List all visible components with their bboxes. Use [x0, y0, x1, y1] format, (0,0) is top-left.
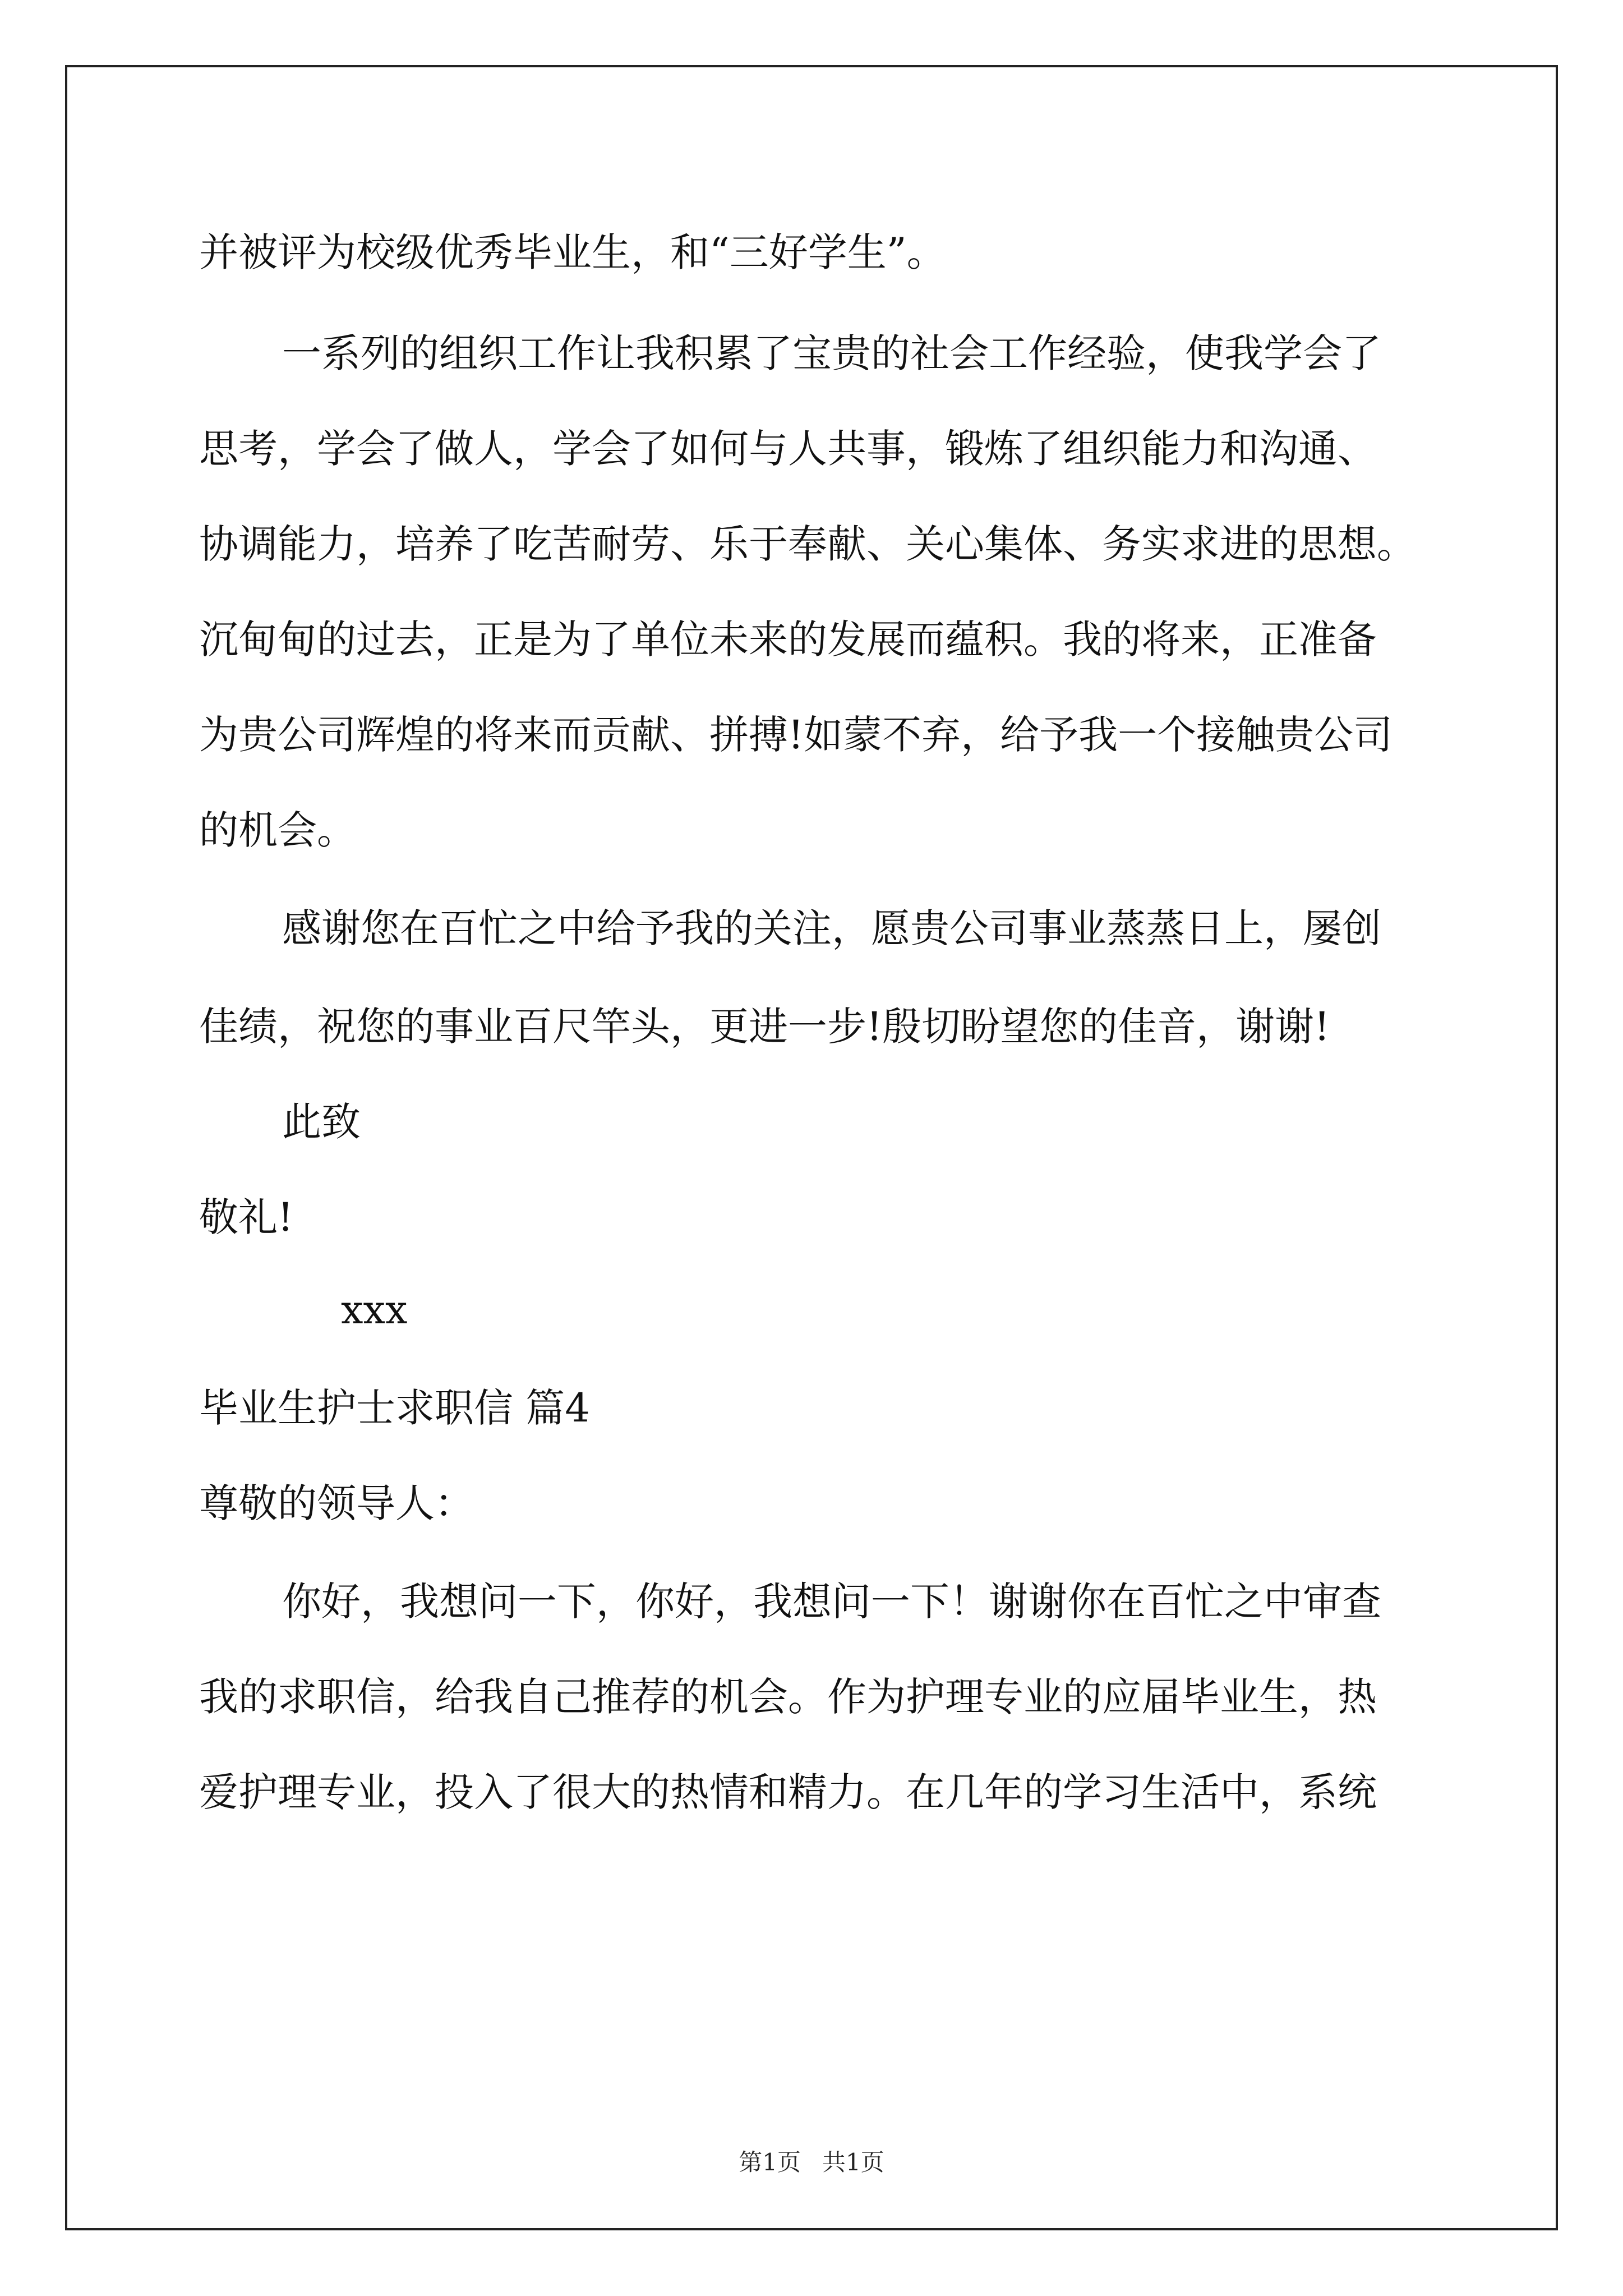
text-line: 沉甸甸的过去，正是为了单位未来的发展而蕴积。我的将来，正准备: [199, 616, 1377, 662]
text-line: 思考，学会了做人，学会了如何与人共事，锻炼了组织能力和沟通、: [199, 426, 1377, 472]
page-border: [65, 65, 1558, 2230]
text-line: 佳绩，祝您的事业百尺竿头，更进一步!殷切盼望您的佳音，谢谢!: [199, 1004, 1330, 1050]
greeting: 尊敬的领导人：: [199, 1480, 474, 1526]
text-line: 为贵公司辉煌的将来而贡献、拼搏!如蒙不弃，给予我一个接触贵公司: [199, 712, 1393, 758]
section-heading: 毕业生护士求职信 篇4: [199, 1385, 590, 1431]
text-line: 一系列的组织工作让我积累了宝贵的社会工作经验，使我学会了: [282, 330, 1381, 376]
text-line: 的机会。: [199, 807, 356, 853]
text-line: 你好，我想问一下，你好，我想问一下！谢谢你在百忙之中审查: [282, 1579, 1381, 1625]
text-line: 爱护理专业，投入了很大的热情和精力。在几年的学习生活中，系统: [199, 1769, 1377, 1815]
closing-salutation: 此致: [282, 1099, 361, 1145]
page-footer: [0, 2148, 1623, 2177]
page-number-total: 共1页: [822, 2148, 884, 2176]
text-line: 我的求职信，给我自己推荐的机会。作为护理专业的应届毕业生，热: [199, 1674, 1377, 1720]
closing-regards: 敬礼!: [199, 1194, 294, 1240]
signature: xxx: [341, 1287, 408, 1333]
text-line: 并被评为校级优秀毕业生，和“三好学生”。: [199, 229, 946, 275]
text-line: 感谢您在百忙之中给予我的关注，愿贵公司事业蒸蒸日上，屡创: [282, 905, 1381, 951]
page-number-current: 第1页: [739, 2148, 801, 2176]
text-line: 协调能力，培养了吃苦耐劳、乐于奉献、关心集体、务实求进的思想。: [199, 521, 1416, 567]
